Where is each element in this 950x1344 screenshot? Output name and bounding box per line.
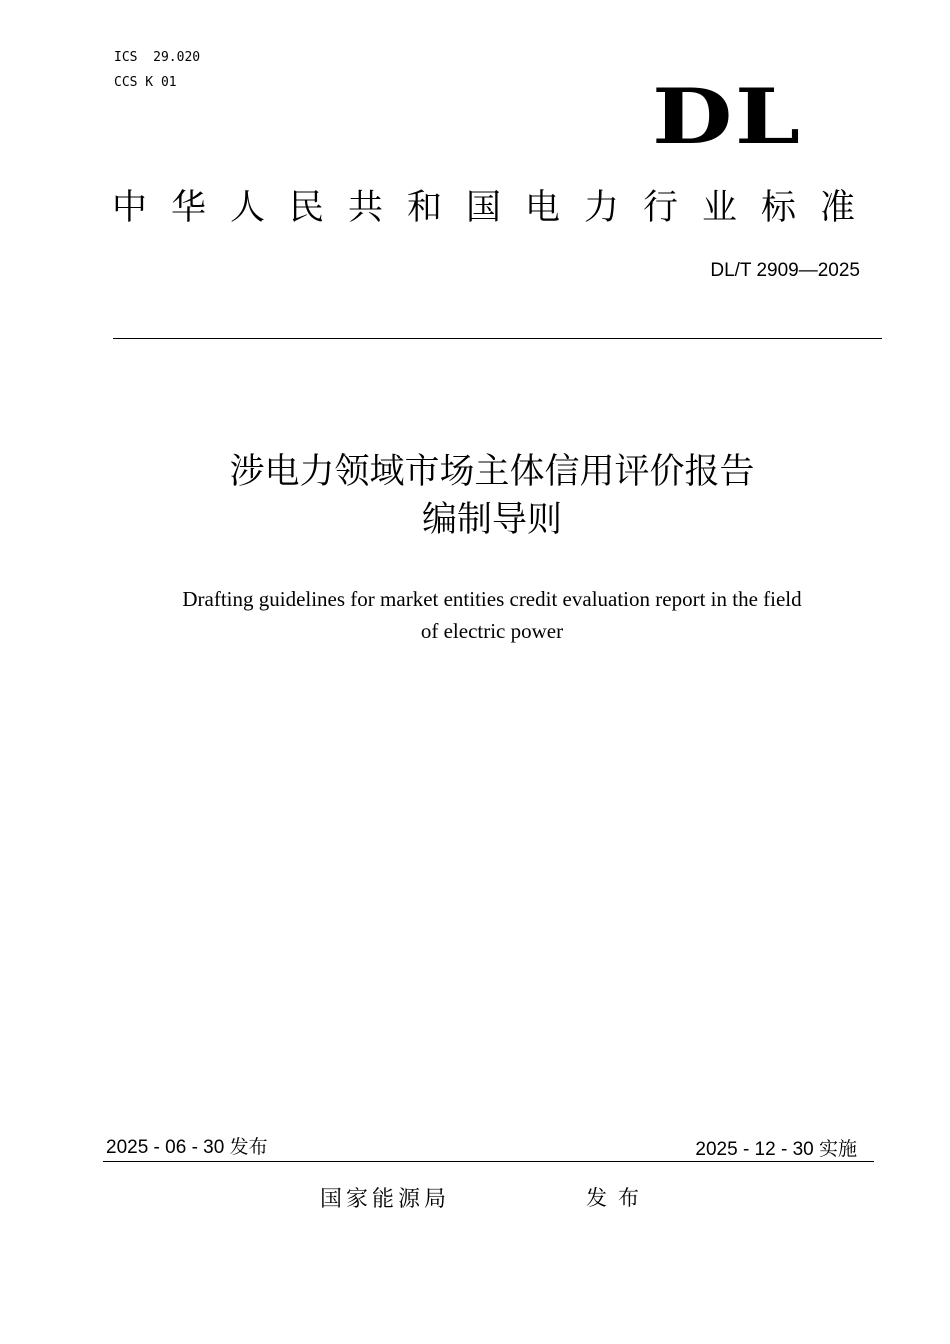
document-title-chinese-line-2: 编制导则 bbox=[421, 500, 562, 540]
document-title-english-line-2: of electric power bbox=[420, 619, 564, 643]
document-title-chinese-line-1: 涉电力领域市场主体信用评价报告 bbox=[229, 452, 755, 492]
issue-date: 2025 - 06 - 30 发布 bbox=[106, 1137, 268, 1158]
document-title-english-line-1: Drafting guidelines for market entities credit evaluation report in the field bbox=[182, 587, 802, 611]
standard-number: DL/T 2909—2025 bbox=[710, 260, 860, 281]
top-divider bbox=[113, 338, 882, 339]
dl-logo: DL bbox=[652, 72, 803, 161]
standard-category-title: 中华人民共和国电力行业标准 bbox=[112, 188, 880, 228]
publisher-name: 国家能源局 bbox=[320, 1187, 451, 1212]
ics-code: ICS 29.020 bbox=[114, 50, 201, 65]
document-title-chinese bbox=[100, 448, 884, 544]
implementation-date: 2025 - 12 - 30 实施 bbox=[695, 1139, 857, 1160]
bottom-divider bbox=[103, 1161, 874, 1162]
publish-label: 发布 bbox=[586, 1186, 650, 1210]
document-title-english bbox=[100, 583, 884, 647]
ccs-code: CCS K 01 bbox=[114, 75, 177, 90]
